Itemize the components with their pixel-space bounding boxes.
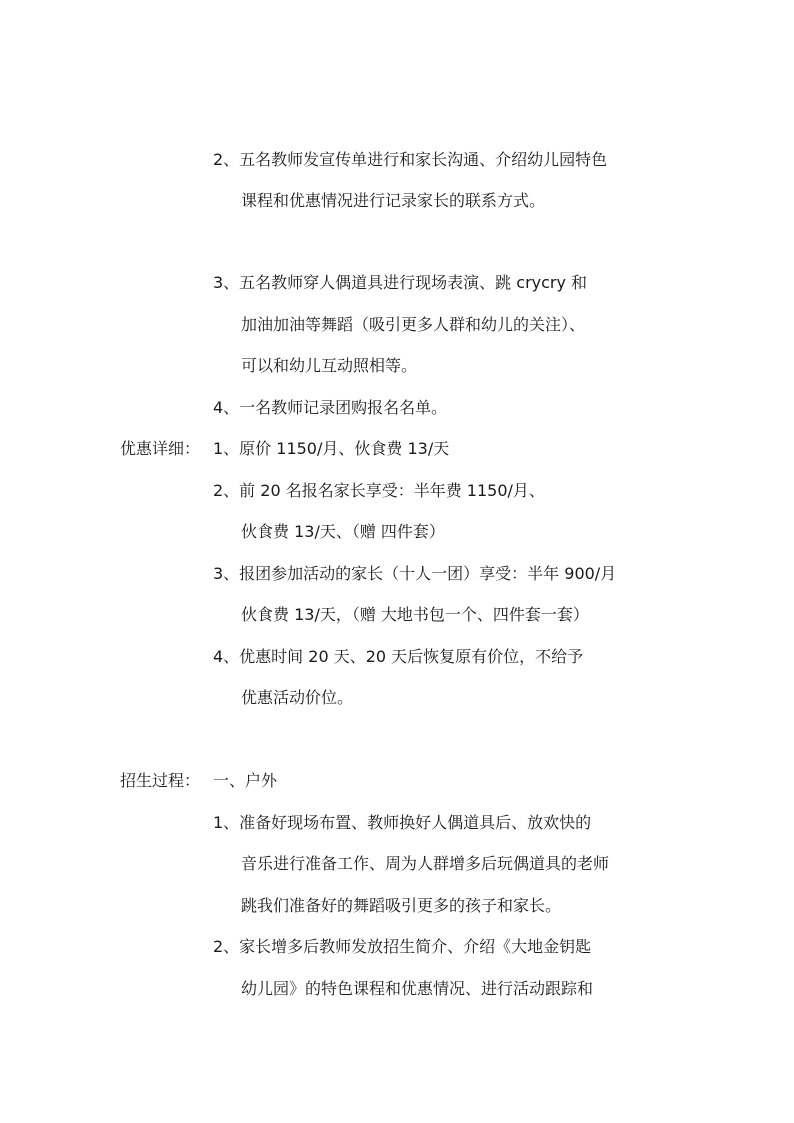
activity-item-3-line-1: 3、五名教师穿人偶道具进行现场表演、跳 crycry 和 — [213, 273, 588, 292]
activity-item-4-line-1: 4、一名教师记录团购报名名单。 — [213, 398, 448, 417]
activity-item-3-line-3: 可以和幼儿互动照相等。 — [241, 356, 418, 375]
discount-item-4-line-1: 4、优惠时间 20 天、20 天后恢复原有价位，不给予 — [213, 647, 584, 666]
activity-item-2-line-1: 2、五名教师发宣传单进行和家长沟通、介绍幼儿园特色 — [213, 150, 608, 169]
discount-label: 优惠详细： — [120, 439, 201, 458]
discount-item-3-line-1: 3、报团参加活动的家长（十人一团）享受：半年 900/月 — [213, 564, 617, 583]
process-item-1-line-2: 音乐进行准备工作、周为人群增多后玩偶道具的老师 — [241, 854, 610, 873]
process-label: 招生过程： — [120, 771, 201, 790]
process-item-2-line-2: 幼儿园》的特色课程和优惠情况、进行活动跟踪和 — [241, 979, 594, 998]
discount-item-3-line-2: 伙食费 13/天，（赠 大地书包一个、四件套一套） — [241, 605, 589, 624]
discount-item-2-line-2: 伙食费 13/天、（赠 四件套） — [241, 522, 445, 541]
process-heading: 一、户外 — [213, 771, 278, 790]
discount-item-4-line-2: 优惠活动价位。 — [241, 688, 354, 707]
process-item-1-line-3: 跳我们准备好的舞蹈吸引更多的孩子和家长。 — [241, 896, 562, 915]
discount-item-1-line-1: 1、原价 1150/月、伙食费 13/天 — [213, 439, 450, 458]
activity-item-2-line-2: 课程和优惠情况进行记录家长的联系方式。 — [241, 191, 546, 210]
discount-item-2-line-1: 2、前 20 名报名家长享受：半年费 1150/月、 — [213, 481, 545, 500]
activity-item-3-line-2: 加油加油等舞蹈（吸引更多人群和幼儿的关注）、 — [241, 315, 586, 334]
process-item-1-line-1: 1、准备好现场布置、教师换好人偶道具后、放欢快的 — [213, 813, 592, 832]
process-item-2-line-1: 2、家长增多后教师发放招生简介、介绍《大地金钥匙 — [213, 937, 592, 956]
